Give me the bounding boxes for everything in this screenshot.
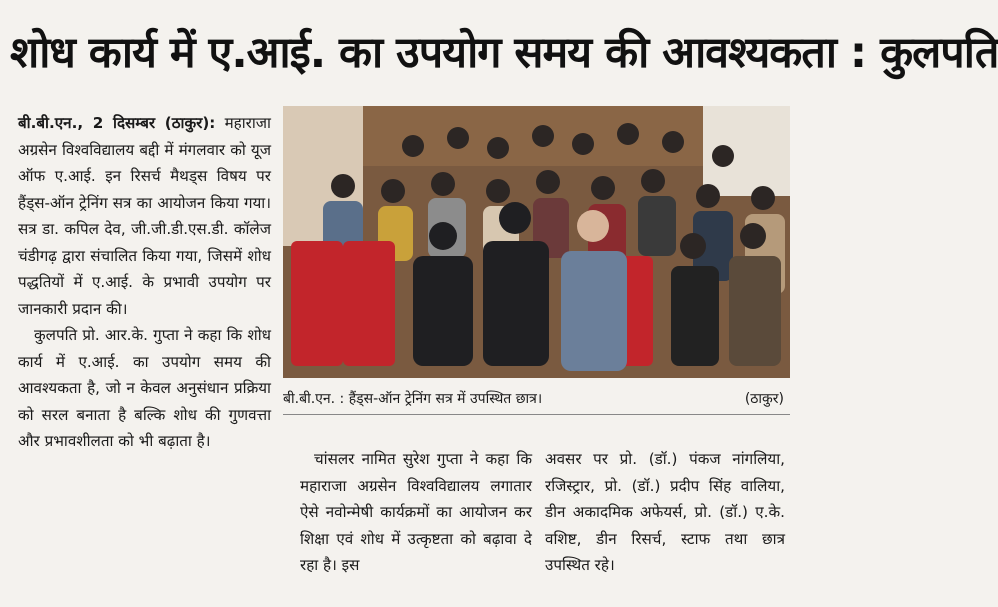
photo-credit: (ठाकुर) <box>744 391 784 407</box>
news-photo <box>283 106 790 378</box>
paragraph-4: अवसर पर प्रो. (डॉ.) पंकज नांगलिया, रजिस्ट्रार, प्रो. (डॉ.) प्रदीप सिंह वालिया, डीन अकादमिक अफेयर्स, प्रो. (डॉ.) ए.के. वशिष्ट, डीन रिसर्च, स्टाफ तथा छात्र उपस्थित रहे। <box>545 450 785 574</box>
article-middle-column <box>300 446 532 579</box>
article-right-column <box>545 446 785 579</box>
headline: शोध कार्य में ए.आई. का उपयोग समय की आवश्यकता : कुलपति <box>10 28 998 78</box>
article-left-column <box>18 110 271 455</box>
paragraph-1 <box>18 110 271 322</box>
paragraph-3: चांसलर नामित सुरेश गुप्ता ने कहा कि महाराजा अग्रसेन विश्वविद्यालय लगातार ऐसे नवोन्मेषी कार्यक्रमों का आयोजन कर शिक्षा एवं शोध में उत्कृष्टता को बढ़ावा दे रहा है। इस <box>300 450 532 574</box>
paragraph-1-text: महाराजा अग्रसेन विश्वविद्यालय बद्दी में मंगलवार को यूज ऑफ ए.आई. इन रिसर्च मैथड्स विषय पर हैंड्स-ऑन ट्रेनिंग सत्र का आयोजन किया गया। सत्र डा. कपिल देव, जी.जी.डी.एस.डी. कॉलेज चंडीगढ़ द्वारा संचालित किया गया, जिसमें शोध पद्धतियों में ए.आई. के प्रभावी उपयोग पर जानकारी प्रदान की। <box>18 114 271 318</box>
photo-caption <box>283 384 790 415</box>
dateline: बी.बी.एन., 2 दिसम्बर (ठाकुर): <box>18 114 216 132</box>
caption-text: बी.बी.एन. : हैंड्स-ऑन ट्रेनिंग सत्र में उपस्थित छात्र। <box>283 391 543 407</box>
paragraph-2: कुलपति प्रो. आर.के. गुप्ता ने कहा कि शोध कार्य में ए.आई. का उपयोग समय की आवश्यकता है, जो न केवल अनुसंधान प्रक्रिया को सरल बनाता है बल्कि शोध की गुणवत्ता और प्रभावशीलता को भी बढ़ाता है। <box>18 326 271 450</box>
